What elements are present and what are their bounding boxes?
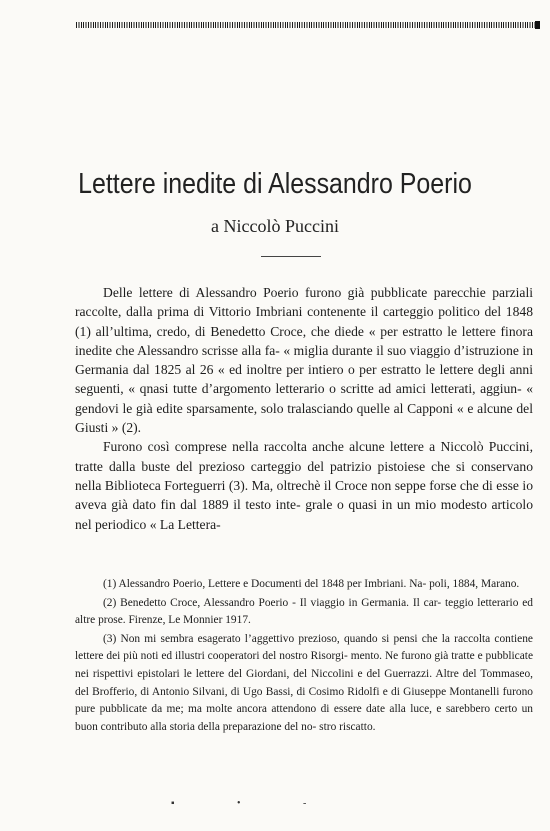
footnote-3: (3) Non mi sembra esagerato l’aggettivo prezioso, quando si pensi che la raccolta contiene lettere dei più noti ed illustri cooperatori del nostro Risorgi- mento. Ne furono già tratte e pubblicate nei rispettivi epistolari le lettere del Giordani, del Niccolini e del Guerrazzi. Altre del Tommaseo, del Brofferio, di Antonio Silvani, di Ugo Bassi, di Cosimo Ridolfi e di Giuseppe Montanelli furono pure pubblicate da me; ma molte ancora attendono di essere date alla luce, e sarebbero certo un buon contributo alla storia della preparazione del no- stro riscatto. [75, 632, 533, 733]
footnote-1: (1) Alessandro Poerio, Lettere e Documenti del 1848 per Imbriani. Na- poli, 1884, Marano. [103, 578, 520, 590]
paragraph-2: Furono così comprese nella raccolta anche alcune lettere a Niccolò Puccini, tratte dalla buste del prezioso carteggio del patrizio pistoiese che si conservano nella Biblioteca Forteguerri (3). Ma, oltrechè il Croce non seppe forse che di esse io aveva già dato fin dal 1889 il testo inte- grale o quasi in un mio modesto articolo nel periodico « La Lettera- [75, 439, 533, 532]
top-rule-end-mark [535, 21, 540, 29]
page-subtitle: a Niccolò Puccini [211, 216, 339, 236]
footnote-2: (2) Benedetto Croce, Alessandro Poerio - Il viaggio in Germania. Il car- teggio letterario ed altre prose. Firenze, Le Monnier 1917. [75, 596, 533, 627]
bottom-marks: ▪ • - [171, 798, 337, 809]
title-divider [261, 256, 321, 257]
page-title: Lettere inedite di Alessandro Poerio [78, 168, 472, 200]
top-ornamental-rule [76, 22, 536, 28]
paragraph-1: Delle lettere di Alessandro Poerio furono già pubblicate parecchie parziali raccolte, dalla prima di Vittorio Imbriani contenente il carteggio politico del 1848 (1) all’ultima, credo, di Benedetto Croce, che diede « per estratto le lettere finora inedite che Alessandro scrisse alla fa- « miglia durante il suo viaggio d’istruzione in Germania dal 1825 al 26 « ed inoltre per intiero o per estratto le lettere degli anni seguenti, « qnasi tutte d’argomento letterario o scritte ad amici letterati, aggiun- « gendovi le già edite sparsamente, solo tralasciando quelle al Capponi « e alcune del Giusti » (2). [75, 285, 533, 436]
footnotes [75, 576, 533, 737]
body-text [75, 283, 533, 534]
